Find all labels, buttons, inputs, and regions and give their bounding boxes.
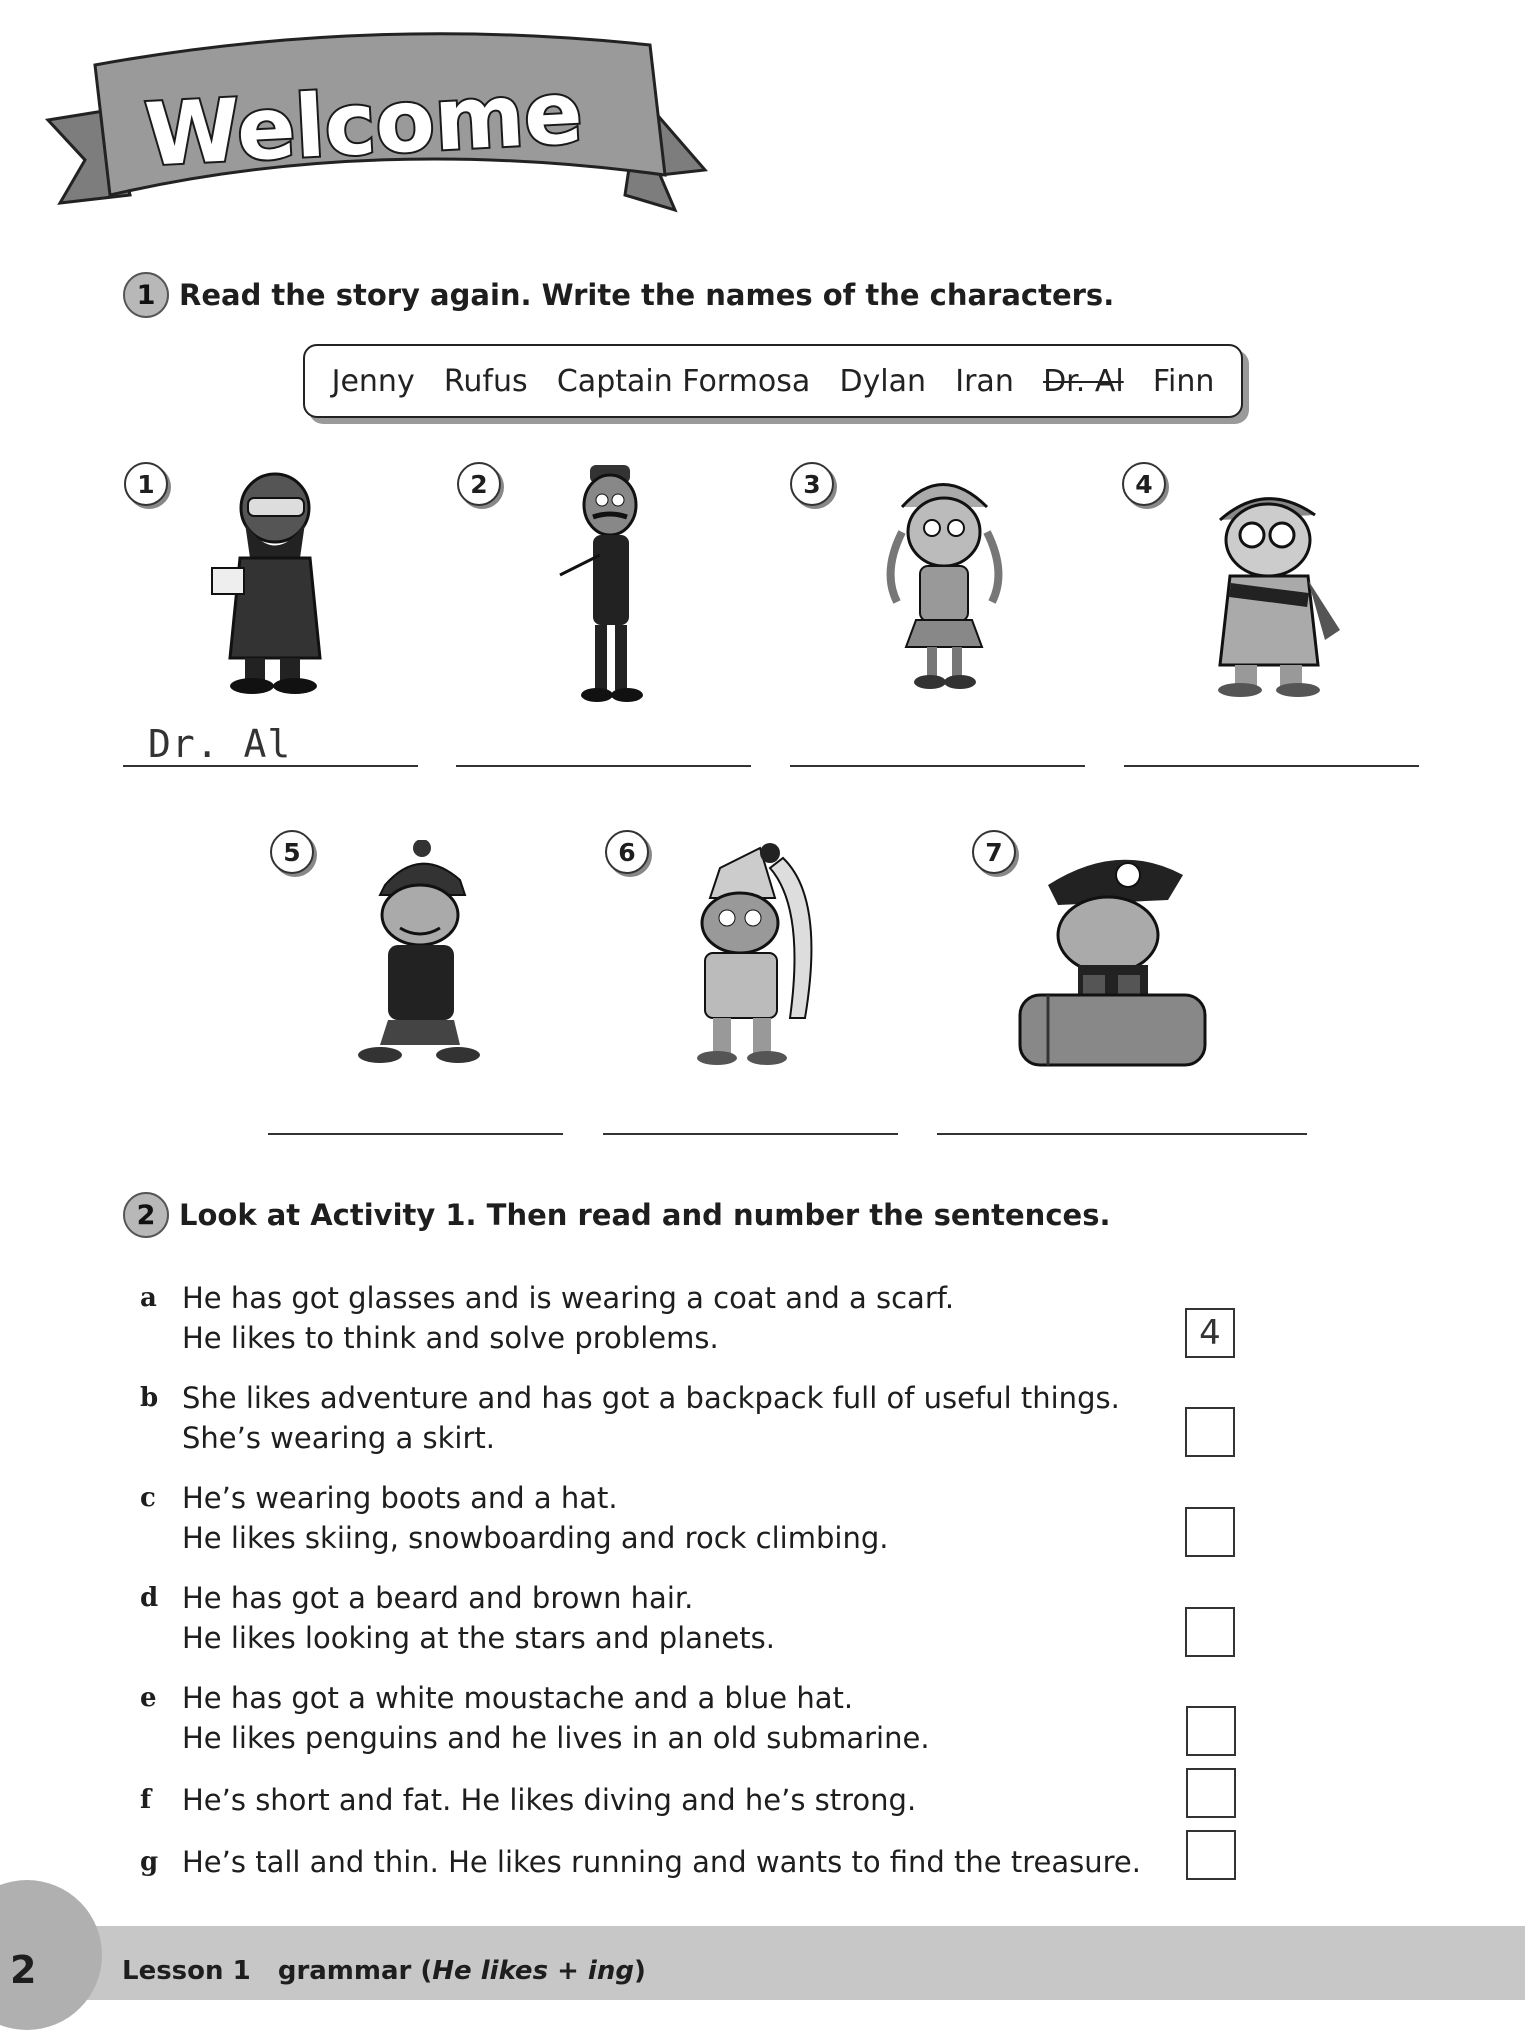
answer-box-e[interactable] — [1186, 1706, 1236, 1756]
topic-structure: He likes + ing — [432, 1956, 634, 1986]
sentence-line-2: She’s wearing a skirt. — [182, 1421, 495, 1455]
character-dylan-illustration — [350, 840, 490, 1075]
name-captain-formosa: Captain Formosa — [556, 363, 811, 399]
sentence-line-1: He’s wearing boots and a hat. — [182, 1481, 618, 1515]
name-iran: Iran — [955, 363, 1014, 399]
character-jenny-illustration — [872, 462, 1017, 697]
answer-box-g[interactable] — [1186, 1830, 1236, 1880]
lesson-info — [122, 1956, 646, 1986]
character-number-4: 4 — [1122, 462, 1166, 506]
name-jenny: Jenny — [331, 363, 415, 399]
lesson-label: Lesson 1 — [122, 1956, 251, 1986]
character-number-5: 5 — [270, 830, 314, 874]
name-dr-al-crossed: Dr. Al — [1043, 363, 1124, 399]
name-dylan: Dylan — [839, 363, 927, 399]
sentence-letter: d — [140, 1583, 159, 1613]
write-line-3[interactable] — [790, 765, 1085, 767]
character-number-7: 7 — [972, 830, 1016, 874]
sentence-letter: f — [140, 1785, 152, 1815]
name-word-box — [303, 344, 1243, 418]
topic-suffix: ) — [633, 1956, 646, 1986]
sentence-line-1: He has got glasses and is wearing a coat and a scarf. — [182, 1281, 955, 1315]
sentence-letter: e — [140, 1683, 157, 1713]
character-rufus-illustration — [555, 455, 665, 710]
banner-title: Welcome — [142, 62, 585, 186]
write-line-6[interactable] — [603, 1133, 898, 1135]
sentence-line-2: He likes skiing, snowboarding and rock climbing. — [182, 1521, 889, 1555]
write-line-4[interactable] — [1124, 765, 1419, 767]
write-line-5[interactable] — [268, 1133, 563, 1135]
sentence-letter: b — [140, 1383, 159, 1413]
answer-box-a[interactable]: 4 — [1185, 1308, 1235, 1358]
sentence-line-2: He likes penguins and he lives in an old submarine. — [182, 1721, 930, 1755]
character-captain-formosa-illustration — [1018, 845, 1208, 1070]
activity-1-number: 1 — [123, 272, 169, 318]
character-dr-al-illustration — [200, 458, 340, 698]
character-number-6: 6 — [605, 830, 649, 874]
activity-1-heading — [123, 272, 1114, 318]
sentence-letter: g — [140, 1847, 159, 1877]
activity-1-instruction: Read the story again. Write the names of the characters. — [179, 278, 1115, 312]
character-number-2: 2 — [457, 462, 501, 506]
name-rufus: Rufus — [443, 363, 528, 399]
write-line-1[interactable] — [123, 765, 418, 767]
sentence-line-1: He has got a white moustache and a blue hat. — [182, 1681, 854, 1715]
sentence-letter: c — [140, 1483, 156, 1513]
character-number-3: 3 — [790, 462, 834, 506]
answer-character-1: Dr. Al — [148, 722, 292, 766]
sentence-line-1: He’s short and fat. He likes diving and he’s strong. — [182, 1783, 917, 1817]
answer-box-d[interactable] — [1185, 1607, 1235, 1657]
write-line-7[interactable] — [937, 1133, 1307, 1135]
sentence-line-1: He’s tall and thin. He likes running and wants to find the treasure. — [182, 1845, 1141, 1879]
sentence-line-1: He has got a beard and brown hair. — [182, 1581, 694, 1615]
name-finn: Finn — [1152, 363, 1215, 399]
activity-2-instruction: Look at Activity 1. Then read and number the sentences. — [179, 1198, 1111, 1232]
welcome-banner — [40, 25, 720, 235]
sentence-line-2: He likes looking at the stars and planets. — [182, 1621, 775, 1655]
character-finn-illustration — [1190, 480, 1360, 705]
topic-prefix: grammar ( — [277, 1956, 433, 1986]
activity-2-number: 2 — [123, 1192, 169, 1238]
character-number-1: 1 — [124, 462, 168, 506]
sentence-line-2: He likes to think and solve problems. — [182, 1321, 719, 1355]
answer-box-c[interactable] — [1185, 1507, 1235, 1557]
answer-box-f[interactable] — [1186, 1768, 1236, 1818]
write-line-2[interactable] — [456, 765, 751, 767]
page-number: 2 — [10, 1948, 37, 1992]
sentence-line-1: She likes adventure and has got a backpack full of useful things. — [182, 1381, 1120, 1415]
character-iran-illustration — [665, 838, 830, 1073]
activity-2-heading — [123, 1192, 1110, 1238]
answer-box-b[interactable] — [1185, 1407, 1235, 1457]
sentence-letter: a — [140, 1283, 157, 1313]
